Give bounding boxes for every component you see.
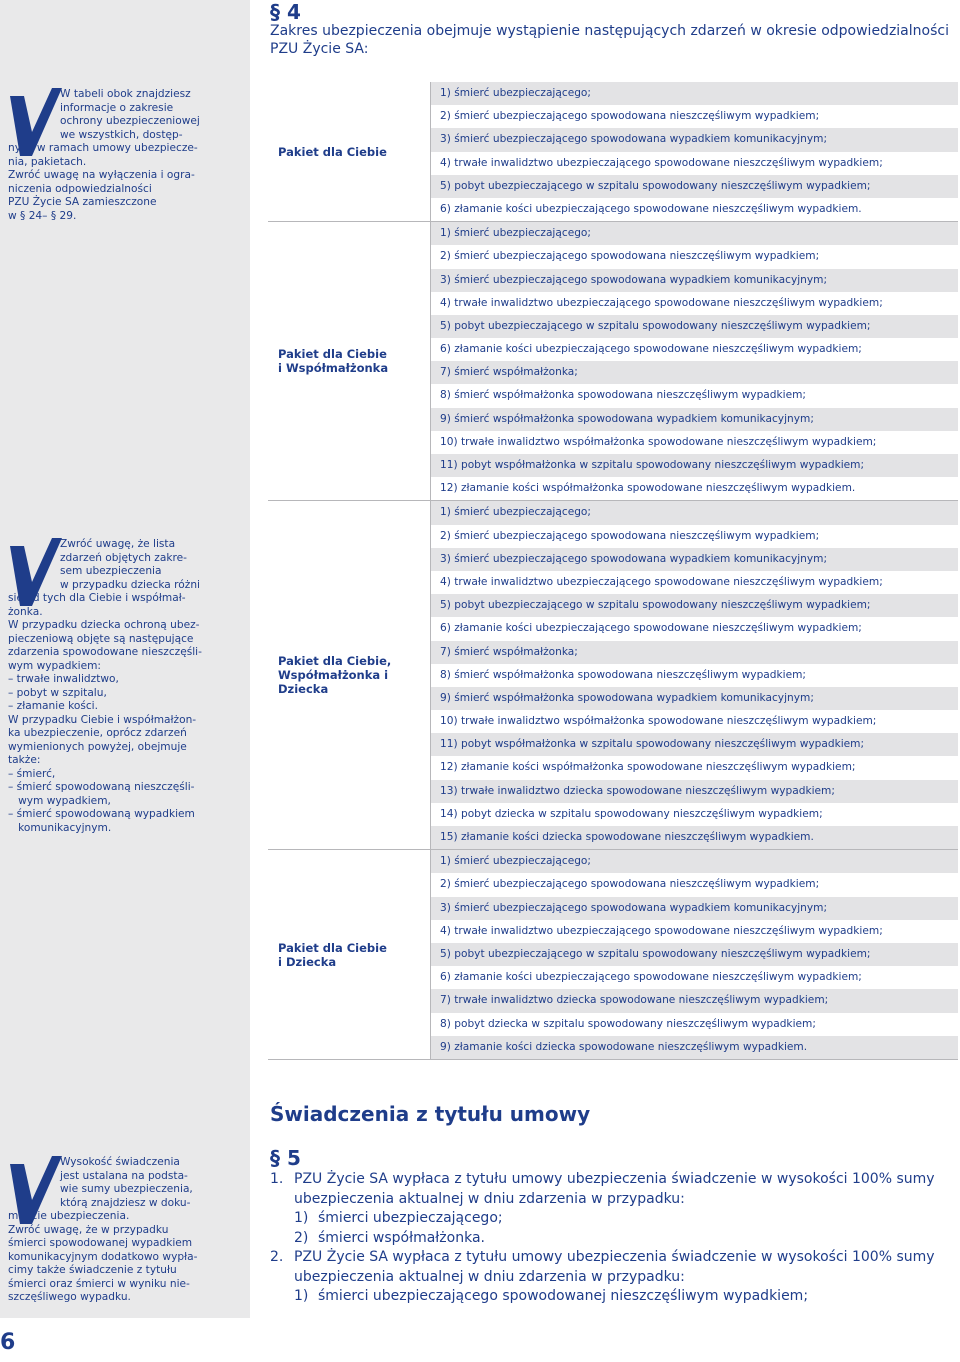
benefit-item-2: 2. PZU Życie SA wypłaca z tytułu umowy ubezpieczenia świadczenie w wysokości 100% sumy ubezpieczenia aktualnej w dniu zdarzenia w przypadku: 1) śmierci ubezpieczającego spowodowanej nieszczęśliwym wypadkiem; (270, 1248, 950, 1307)
package-items (430, 501, 958, 849)
list-item: – złamanie kości. (8, 700, 98, 712)
package-items (430, 222, 958, 500)
coverage-table (268, 82, 958, 1060)
coverage-item: 6) złamanie kości ubezpieczającego spowodowane nieszczęśliwym wypadkiem; (440, 343, 862, 356)
package-label: Pakiet dla Ciebie i Dziecka (278, 940, 387, 969)
coverage-item: 2) śmierć ubezpieczającego spowodowana nieszczęśliwym wypadkiem; (440, 878, 820, 891)
list-item: wym wypadkiem, (8, 794, 111, 807)
coverage-item: 4) trwałe inwalidztwo ubezpieczającego spowodowane nieszczęśliwym wypadkiem; (440, 156, 883, 169)
section-4-intro: Zakres ubezpieczenia obejmuje wystąpienie następujących zdarzeń w okresie odpowiedzialności PZU Życie SA: (270, 23, 949, 57)
coverage-item: 7) śmierć współmałżonka; (431, 641, 958, 664)
checkmark-icon (8, 1156, 62, 1226)
coverage-item: 1) śmierć ubezpieczającego; (431, 850, 958, 873)
section-5-mark: § 5 (270, 1146, 301, 1170)
section-5-body (270, 1170, 950, 1307)
list-item: – śmierć spowodowaną nieszczęśli- (8, 781, 195, 793)
coverage-item: 2) śmierć ubezpieczającego spowodowana nieszczęśliwym wypadkiem; (440, 110, 820, 123)
package-items (430, 850, 958, 1059)
coverage-item: 1) śmierć ubezpieczającego; (431, 501, 958, 524)
list-item: – pobyt w szpitalu, (8, 686, 107, 699)
checkmark-icon (8, 538, 62, 608)
coverage-item: 7) trwałe inwalidztwo dziecka spowodowane nieszczęśliwym wypadkiem; (431, 989, 958, 1012)
coverage-item: 14) pobyt dziecka w szpitalu spowodowany nieszczęśliwym wypadkiem; (440, 807, 823, 820)
coverage-item: 2) śmierć ubezpieczającego spowodowana nieszczęśliwym wypadkiem; (440, 529, 820, 542)
section-4-mark: § 4 (270, 0, 301, 24)
list-item: komunikacyjnym. (8, 821, 112, 834)
package-row (268, 850, 958, 1060)
coverage-item: 15) złamanie kości dziecka spowodowane nieszczęśliwym wypadkiem. (431, 826, 958, 849)
package-label: Pakiet dla Ciebie i Współmałżonka (278, 347, 389, 376)
note-child-coverage (8, 538, 238, 835)
note2-body: Zwróć uwagę, że lista zdarzeń objętych zakre- sem ubezpieczenia w przypadku dziecka różni się od tych dla Ciebie i współmał- żonka. W przypadku dziecka ochroną ubez- pieczeniową objęte są następujące zdarzenia spowodowane nieszczęśli- wym wypadkiem: – trwałe inwalidztwo, – pobyt w szpitalu, – złamanie kości. W przypadku Ciebie i współmałżon- ka ubezpieczenie, oprócz zdarzeń wymienionych powyżej, obejmuje także: – śmierć, – śmierć spowodowaną nieszczęśli- wym wypadkiem, – śmierć spowodowaną wypadkiem komunikacyjnym. (8, 538, 238, 835)
coverage-item: 4) trwałe inwalidztwo ubezpieczającego spowodowane nieszczęśliwym wypadkiem; (440, 296, 883, 309)
note2-list2 (8, 768, 238, 836)
coverage-item: 5) pobyt ubezpieczającego w szpitalu spowodowany nieszczęśliwym wypadkiem; (431, 315, 958, 338)
coverage-item: 6) złamanie kości ubezpieczającego spowodowane nieszczęśliwym wypadkiem; (440, 971, 862, 984)
sub-item: 2) śmierci współmałżonka. (294, 1229, 485, 1246)
note1-body: W tabeli obok znajdziesz informacje o zakresie ochrony ubezpieczeniowej we wszystkich, dostęp- nych w ramach umowy ubezpiecze- nia, pakietach. Zwróć uwagę na wyłączenia i ogra- niczenia odpowiedzialności PZU Życie SA zamieszczone w § 24– § 29. (8, 88, 200, 222)
coverage-item: 3) śmierć ubezpieczającego spowodowana wypadkiem komunikacyjnym; (431, 269, 958, 292)
list-item: – śmierć, (8, 767, 56, 780)
package-label: Pakiet dla Ciebie (278, 144, 387, 159)
package-row (268, 82, 958, 222)
coverage-item: 5) pobyt ubezpieczającego w szpitalu spowodowany nieszczęśliwym wypadkiem; (431, 943, 958, 966)
benefit-item-1: 1. PZU Życie SA wypłaca z tytułu umowy ubezpieczenia świadczenie w wysokości 100% sumy ubezpieczenia aktualnej w dniu zdarzenia w przypadku: 1) śmierci ubezpieczającego; 2) śmierci współmałżonka. (270, 1170, 950, 1248)
coverage-item: 8) śmierć współmałżonka spowodowana nieszczęśliwym wypadkiem; (440, 668, 806, 681)
coverage-item: 11) pobyt współmałżonka w szpitalu spowodowany nieszczęśliwym wypadkiem; (431, 733, 958, 756)
package-label: Pakiet dla Ciebie, Współmałżonka i Dziecka (278, 654, 392, 697)
note-package-info (8, 88, 238, 223)
coverage-item: 10) trwałe inwalidztwo współmałżonka spowodowane nieszczęśliwym wypadkiem; (440, 715, 877, 728)
coverage-item: 12) złamanie kości współmałżonka spowodowane nieszczęśliwym wypadkiem; (440, 761, 856, 774)
sub-item: 1) śmierci ubezpieczającego; (294, 1210, 503, 1226)
coverage-item: 6) złamanie kości ubezpieczającego spowodowane nieszczęśliwym wypadkiem. (440, 202, 862, 215)
checkmark-icon (8, 88, 62, 158)
package-row (268, 501, 958, 850)
coverage-item: 5) pobyt ubezpieczającego w szpitalu spowodowany nieszczęśliwym wypadkiem; (431, 175, 958, 198)
coverage-item: 3) śmierć ubezpieczającego spowodowana wypadkiem komunikacyjnym; (431, 128, 958, 151)
coverage-item: 13) trwałe inwalidztwo dziecka spowodowane nieszczęśliwym wypadkiem; (431, 780, 958, 803)
list-item: – śmierć spowodowaną wypadkiem (8, 808, 195, 820)
list-item: – trwałe inwalidztwo, (8, 673, 119, 685)
coverage-item: 7) śmierć współmałżonka; (431, 361, 958, 384)
note3-body: Wysokość świadczenia jest ustalana na podsta- wie sumy ubezpieczenia, którą znajdziesz w doku- mencie ubezpieczenia. Zwróć uwagę, że w przypadku śmierci spowodowanej wypadkiem komunikacyjnym dodatkowo wypła- cimy także świadczenie z tytułu śmierci oraz śmierci w wyniku nie- szczęśliwego wypadku. (8, 1156, 198, 1303)
coverage-item: 4) trwałe inwalidztwo ubezpieczającego spowodowane nieszczęśliwym wypadkiem; (440, 575, 883, 588)
coverage-item: 8) śmierć współmałżonka spowodowana nieszczęśliwym wypadkiem; (440, 389, 806, 402)
coverage-item: 9) śmierć współmałżonka spowodowana wypadkiem komunikacyjnym; (431, 408, 958, 431)
coverage-item: 6) złamanie kości ubezpieczającego spowodowane nieszczęśliwym wypadkiem; (440, 622, 862, 635)
coverage-item: 2) śmierć ubezpieczającego spowodowana nieszczęśliwym wypadkiem; (440, 250, 820, 263)
sub-item: 1) śmierci ubezpieczającego spowodowanej nieszczęśliwym wypadkiem; (294, 1288, 809, 1304)
coverage-item: 3) śmierć ubezpieczającego spowodowana wypadkiem komunikacyjnym; (431, 548, 958, 571)
package-items (430, 82, 958, 221)
coverage-item: 5) pobyt ubezpieczającego w szpitalu spowodowany nieszczęśliwym wypadkiem; (431, 594, 958, 617)
package-row (268, 222, 958, 501)
coverage-item: 1) śmierć ubezpieczającego; (431, 82, 958, 105)
note2-list1 (8, 673, 238, 714)
coverage-item: 8) pobyt dziecka w szpitalu spowodowany nieszczęśliwym wypadkiem; (440, 1017, 816, 1030)
coverage-item: 3) śmierć ubezpieczającego spowodowana wypadkiem komunikacyjnym; (431, 897, 958, 920)
coverage-item: 4) trwałe inwalidztwo ubezpieczającego spowodowane nieszczęśliwym wypadkiem; (440, 924, 883, 937)
benefits-heading: Świadczenia z tytułu umowy (270, 1102, 591, 1126)
note-benefit-amount (8, 1156, 238, 1305)
coverage-item: 10) trwałe inwalidztwo współmałżonka spowodowane nieszczęśliwym wypadkiem; (440, 435, 877, 448)
coverage-item: 9) złamanie kości dziecka spowodowane nieszczęśliwym wypadkiem. (431, 1036, 958, 1059)
page-number: 6 (0, 1330, 16, 1355)
coverage-item: 9) śmierć współmałżonka spowodowana wypadkiem komunikacyjnym; (431, 687, 958, 710)
coverage-item: 11) pobyt współmałżonka w szpitalu spowodowany nieszczęśliwym wypadkiem; (431, 454, 958, 477)
coverage-item: 12) złamanie kości współmałżonka spowodowane nieszczęśliwym wypadkiem. (440, 482, 856, 495)
coverage-item: 1) śmierć ubezpieczającego; (431, 222, 958, 245)
